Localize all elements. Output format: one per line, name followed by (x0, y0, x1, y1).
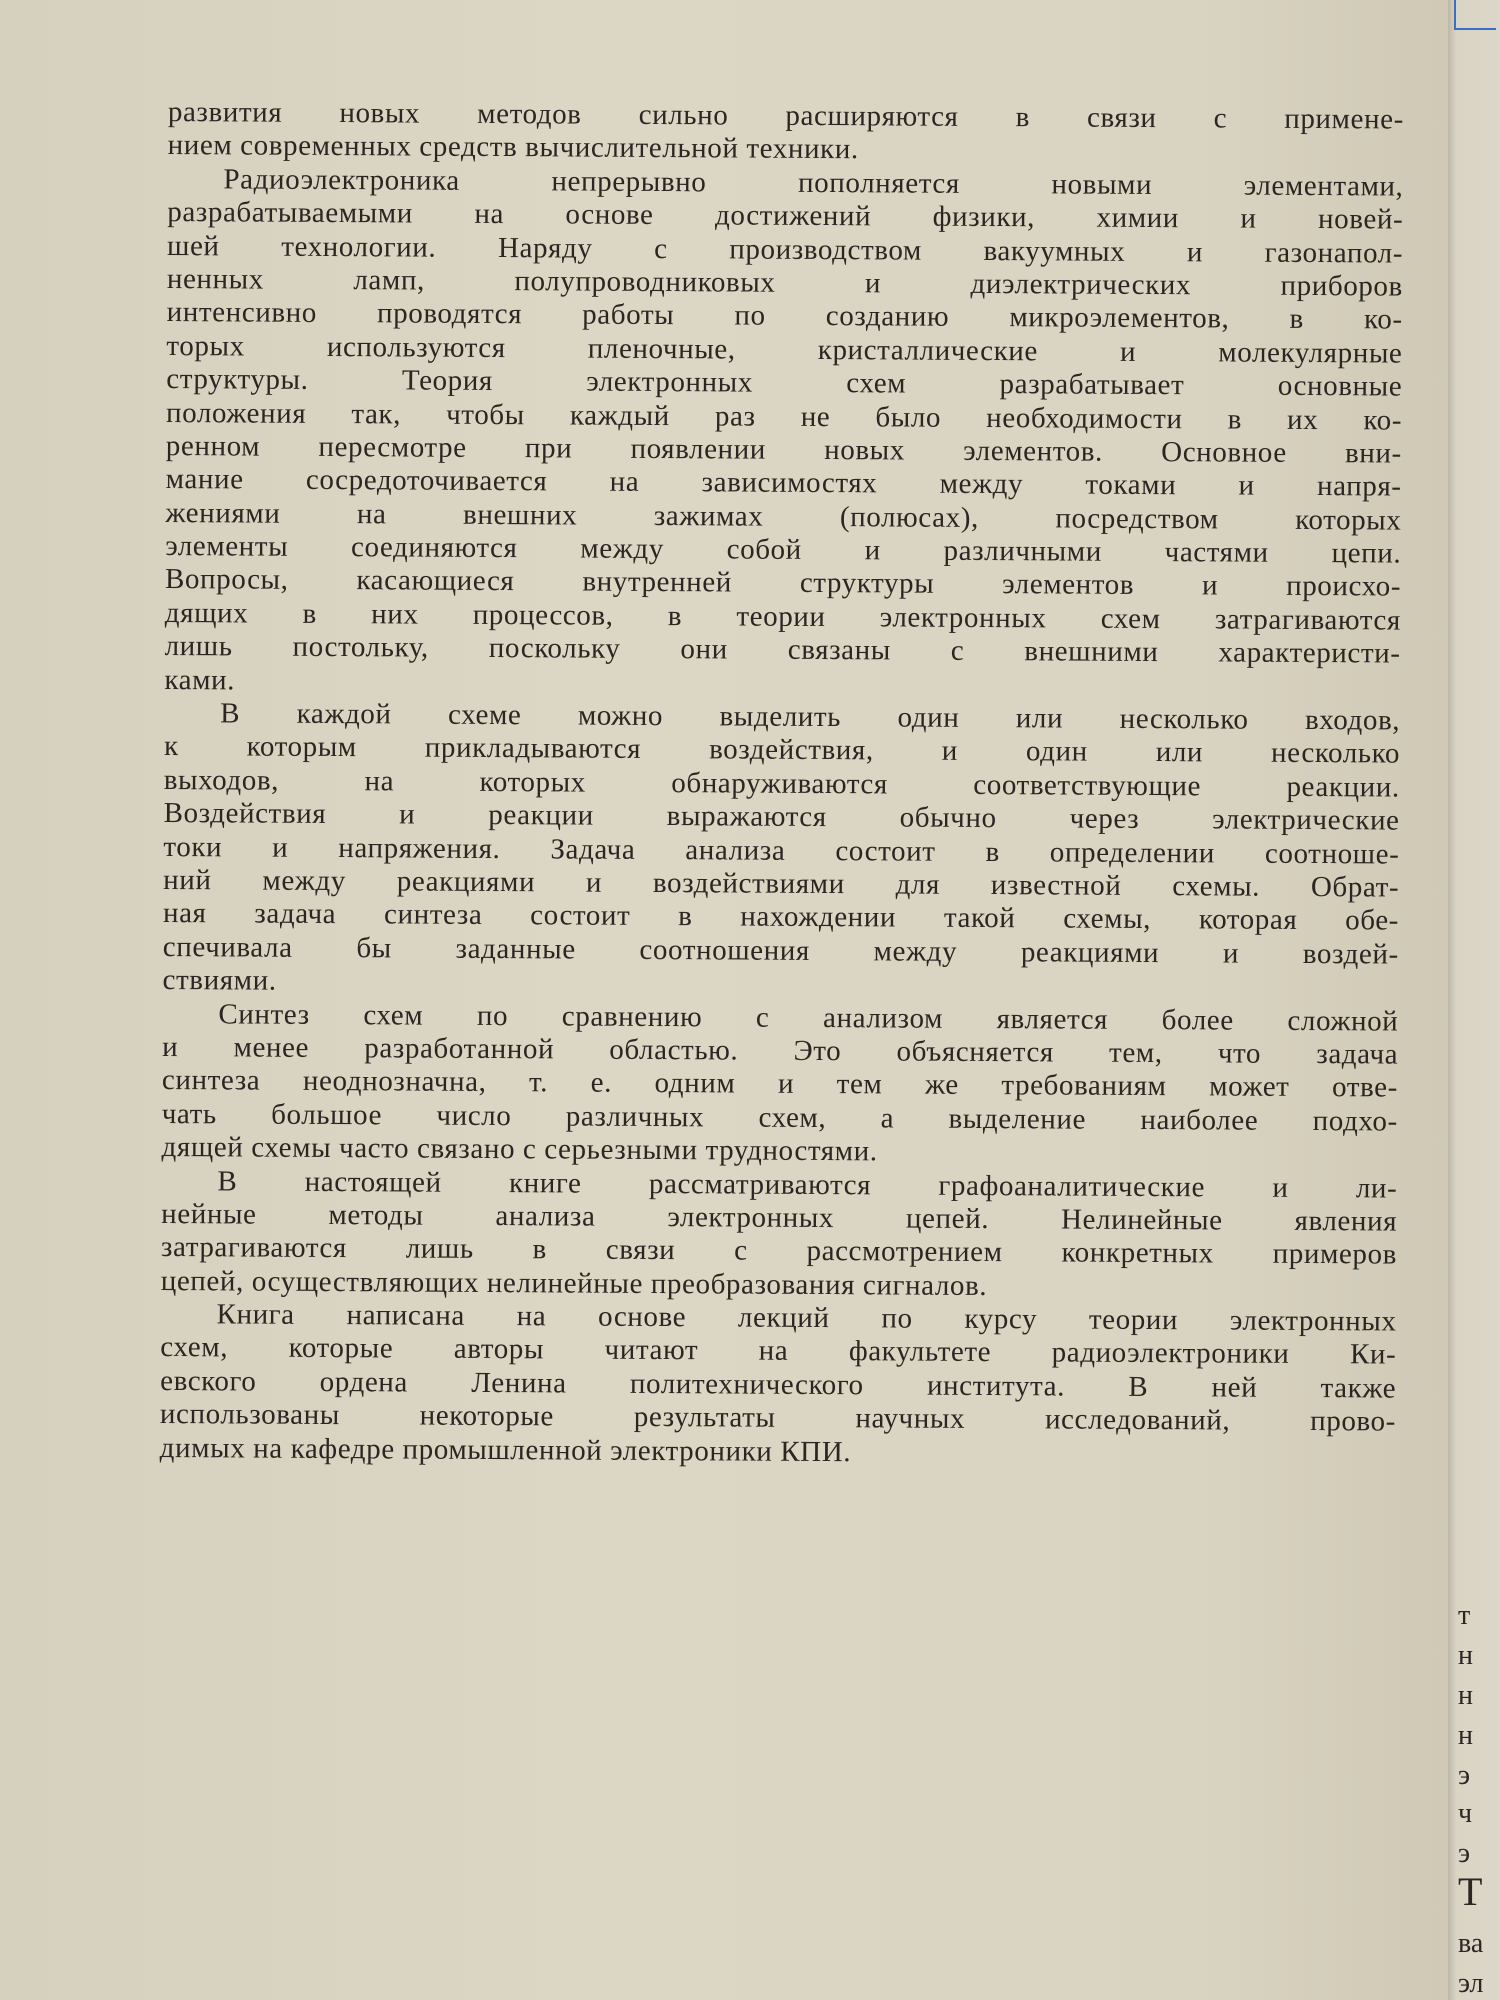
neighbor-text-fragment: Т (1458, 1869, 1483, 1914)
text-line: нием современных средств вычислительной техники. (167, 129, 859, 166)
neighbor-text-fragment: эл (1458, 1968, 1484, 1999)
text-line: ний между реакциями и воздействиями для известной схемы. Обрат- (163, 863, 1400, 904)
text-line: ками. (164, 663, 236, 697)
text-line: Книга написана на основе лекций по курсу теории электронных (216, 1298, 1397, 1338)
text-line: интенсивно проводятся работы по созданию микроэлементов, в ко- (166, 296, 1403, 336)
text-line: выходов, на которых обнаруживаются соответствующие реакции. (163, 763, 1400, 804)
text-line: цепей, осуществляющих нелинейные преобразования сигналов. (160, 1264, 988, 1302)
text-line: дящей схемы часто связано с серьезными трудностями. (161, 1131, 878, 1168)
text-line: евского ордена Ленина политехнического института. В ней также (160, 1364, 1397, 1405)
text-line: ненных ламп, полупроводниковых и диэлектрических приборов (166, 262, 1403, 303)
paragraph (164, 163, 1403, 705)
neighbor-text-fragment: н (1458, 1680, 1473, 1711)
text-line: использованы некоторые результаты научных исследований, прово- (159, 1398, 1397, 1438)
text-line: чать большое число различных схем, а выделение наиболее подхо- (161, 1097, 1398, 1138)
text-line: В настоящей книге рассматриваются графоаналитические и ли- (217, 1164, 1398, 1205)
text-line: элементы соединяются между собой и различными частями цепи. (165, 530, 1402, 570)
neighbor-text-fragment: ч (1458, 1798, 1473, 1829)
text-line: шей технологии. Наряду с производством вакуумных и газонапол- (166, 229, 1404, 270)
book-page-text (160, 96, 1404, 1473)
text-line: мание сосредоточивается на зависимостях между токами и напря- (165, 463, 1402, 503)
text-line: к которым прикладываются воздействия, и один или несколько (163, 730, 1401, 770)
text-line: и менее разработанной областью. Это объясняется тем, что задача (162, 1030, 1399, 1071)
paragraph (162, 697, 1400, 1005)
paragraph (161, 1164, 1398, 1305)
paragraph (160, 1298, 1397, 1473)
neighbor-page-edge (1448, 0, 1500, 2000)
text-line: развития новых методов сильно расширяются в связи с примене- (167, 96, 1404, 136)
text-line: затрагиваются лишь в связи с рассмотрением конкретных примеров (160, 1231, 1398, 1271)
neighbor-text-fragment: э (1458, 1838, 1471, 1869)
text-line: димых на кафедре промышленной электроники КПИ. (159, 1431, 852, 1468)
blue-pen-mark (1454, 0, 1496, 30)
neighbor-text-fragment: ва (1458, 1928, 1484, 1959)
text-line: В каждой схеме можно выделить один или несколько входов, (220, 697, 1401, 737)
text-line: дящих в них процессов, в теории электронных схем затрагиваются (164, 596, 1401, 637)
text-line: структуры. Теория электронных схем разрабатывает основные (166, 363, 1403, 403)
text-line: лишь постольку, поскольку они связаны с внешними характеристи- (164, 630, 1401, 670)
text-line: нейные методы анализа электронных цепей. Нелинейные явления (161, 1197, 1398, 1238)
text-line: положения так, чтобы каждый раз не было необходимости в их ко- (165, 396, 1403, 437)
text-line: спечивала бы заданные соотношения между реакциями и воздей- (162, 930, 1399, 971)
paragraph (168, 96, 1404, 170)
text-line: ренном пересмотре при появлении новых элементов. Основное вни- (165, 429, 1402, 470)
text-line: Синтез схем по сравнению с анализом является более сложной (218, 997, 1399, 1038)
text-line: Вопросы, касающиеся внутренней структуры элементов и происхо- (164, 563, 1402, 604)
neighbor-text-fragment: н (1458, 1640, 1473, 1671)
text-line: Радиоэлектроника непрерывно пополняется новыми элементами, (223, 163, 1404, 203)
neighbor-text-fragment: н (1458, 1720, 1473, 1751)
text-line: Воздействия и реакции выражаются обычно через электрические (163, 797, 1400, 837)
neighbor-text-fragment: э (1458, 1760, 1471, 1791)
neighbor-text-fragment: т (1458, 1600, 1471, 1631)
text-line: ствиями. (162, 964, 277, 997)
text-line: ная задача синтеза состоит в нахождении такой схемы, которая обе- (162, 897, 1400, 937)
text-line: токи и напряжения. Задача анализа состоит в определении соотноше- (163, 830, 1400, 871)
text-line: торых используются пленочные, кристаллические и молекулярные (166, 329, 1403, 370)
text-line: жениями на внешних зажимах (полюсах), посредством которых (165, 496, 1402, 537)
paragraph (161, 998, 1398, 1173)
text-line: синтеза неоднозначна, т. е. одним и тем же требованиям может отве- (161, 1064, 1399, 1104)
text-line: разрабатываемыми на основе достижений физики, химии и новей- (167, 196, 1404, 236)
text-line: схем, которые авторы читают на факультете радиоэлектроники Ки- (160, 1331, 1397, 1371)
